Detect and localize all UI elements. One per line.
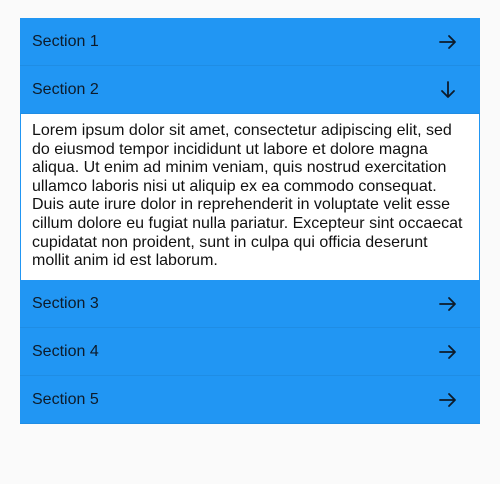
- arrow-right-icon: [438, 390, 458, 410]
- section-4-label: Section 4: [32, 342, 99, 360]
- section-3-label: Section 3: [32, 294, 99, 312]
- arrow-right-icon: [438, 342, 458, 362]
- accordion: [20, 18, 480, 424]
- arrow-right-icon: [438, 32, 458, 52]
- section-5-header[interactable]: [20, 376, 480, 424]
- arrow-right-icon: [438, 294, 458, 314]
- section-2-header[interactable]: [20, 66, 480, 114]
- section-3-header[interactable]: [20, 280, 480, 328]
- section-1-label: Section 1: [32, 33, 99, 50]
- section-4-header[interactable]: [20, 328, 480, 376]
- section-2-content: Lorem ipsum dolor sit amet, consectetur adipiscing elit, sed do eiusmod tempor incididunt ut labore et dolore magna aliqua. Ut enim ad minim veniam, quis nostrud exercitation ullamco laboris nisi ut aliquip ex ea commodo consequat. Duis aute irure dolor in reprehenderit in voluptate velit esse cillum dolore eu fugiat nulla pariatur. Excepteur sint occaecat cupidatat non proident, sunt in culpa qui officia deserunt mollit anim id est laborum.: [21, 114, 479, 280]
- section-1-header[interactable]: [20, 18, 480, 66]
- section-2-label: Section 2: [32, 81, 99, 98]
- arrow-down-icon: [438, 80, 458, 100]
- section-5-label: Section 5: [32, 390, 99, 408]
